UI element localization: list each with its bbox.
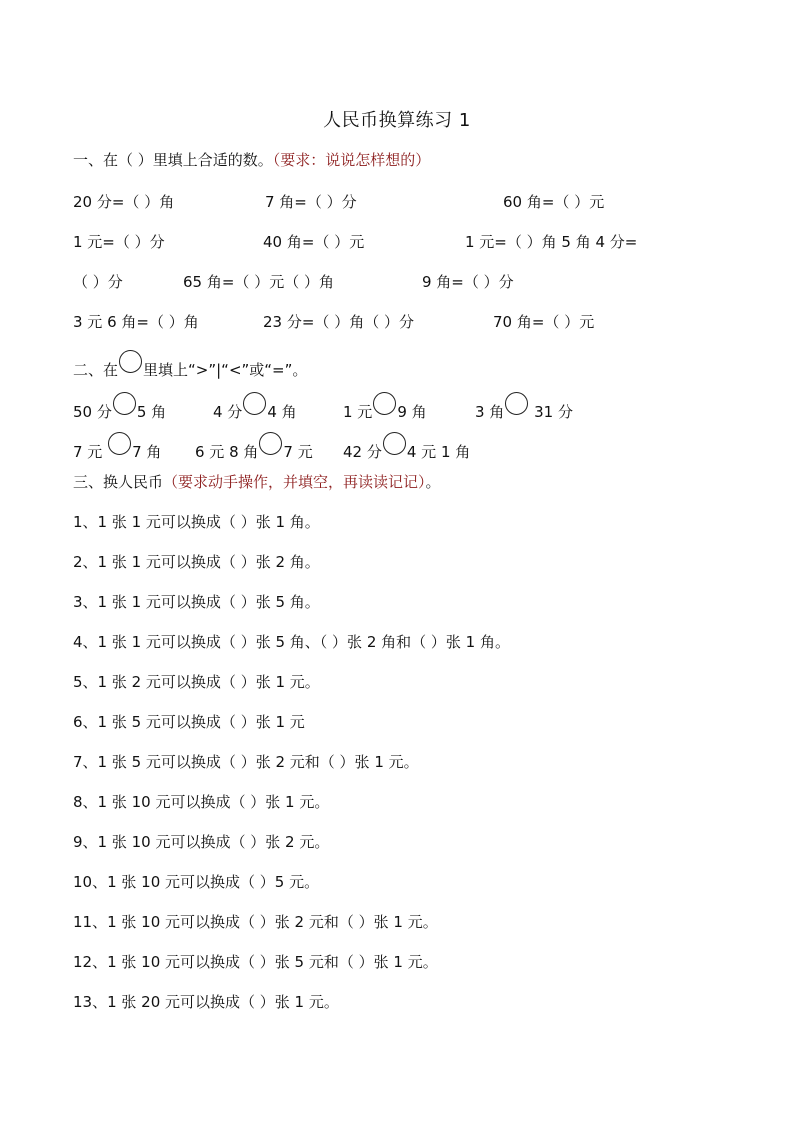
compare-right: 31 分 [534, 403, 573, 421]
s1-r4-c1: 3 元 6 角=（ ）角 [73, 313, 199, 331]
compare-left: 42 分 [343, 443, 382, 461]
exchange-item: 9、1 张 10 元可以换成（ ）张 2 元。 [73, 833, 330, 851]
answer-circle-icon [373, 392, 396, 415]
compare-right: 4 元 1 角 [406, 443, 471, 461]
exchange-item: 5、1 张 2 元可以换成（ ）张 1 元。 [73, 673, 320, 691]
s1-r1-c3: 60 角=（ ）元 [503, 193, 605, 211]
s1-row-4 [73, 312, 713, 332]
compare-circle-icon [119, 350, 142, 373]
exchange-item: 4、1 张 1 元可以换成（ ）张 5 角、（ ）张 2 角和（ ）张 1 角。 [73, 633, 510, 651]
answer-circle-icon [383, 432, 406, 455]
section2-heading [73, 350, 307, 380]
exchange-item: 6、1 张 5 元可以换成（ ）张 1 元 [73, 713, 305, 731]
compare-left: 6 元 8 角 [195, 443, 259, 461]
exchange-item: 11、1 张 10 元可以换成（ ）张 2 元和（ ）张 1 元。 [73, 913, 438, 931]
exchange-item: 2、1 张 1 元可以换成（ ）张 2 角。 [73, 553, 320, 571]
compare-left: 50 分 [73, 403, 112, 421]
compare-item [343, 432, 470, 462]
section2-heading-pre: 二、在 [73, 361, 119, 379]
answer-circle-icon [505, 392, 528, 415]
s2-row-1 [73, 392, 713, 421]
answer-circle-icon [243, 392, 266, 415]
s1-row-3 [73, 272, 713, 292]
compare-right: 7 角 [132, 443, 162, 461]
section1-note: （要求：说说怎样想的） [272, 151, 431, 169]
section2-heading-post: 里填上“>”|“<”或“=”。 [143, 361, 308, 379]
compare-item [73, 432, 161, 462]
answer-circle-icon [259, 432, 282, 455]
s1-row-2 [73, 232, 713, 252]
exchange-item: 12、1 张 10 元可以换成（ ）张 5 元和（ ）张 1 元。 [73, 953, 438, 971]
section3-note: （要求动手操作，并填空，再读读记记） [163, 473, 426, 491]
exchange-item: 10、1 张 10 元可以换成（ ）5 元。 [73, 873, 320, 891]
s1-r2-c3: 1 元=（ ）角 5 角 4 分= [465, 233, 638, 251]
exchange-item: 7、1 张 5 元可以换成（ ）张 2 元和（ ）张 1 元。 [73, 753, 419, 771]
compare-right: 5 角 [136, 403, 167, 421]
compare-right: 9 角 [397, 403, 427, 421]
s1-row-1 [73, 192, 713, 212]
compare-item [475, 392, 573, 422]
s1-r4-c2: 23 分=（ ）角（ ）分 [263, 313, 414, 331]
exchange-item: 8、1 张 10 元可以换成（ ）张 1 元。 [73, 793, 330, 811]
answer-circle-icon [108, 432, 131, 455]
compare-left: 4 分 [213, 403, 243, 421]
section3-heading [73, 472, 441, 492]
compare-item [73, 392, 166, 422]
exchange-item: 1、1 张 1 元可以换成（ ）张 1 角。 [73, 513, 320, 531]
s1-r2-c2: 40 角=（ ）元 [263, 233, 365, 251]
s2-row-2 [73, 432, 713, 461]
section1-heading-text: 一、在（ ）里填上合适的数。 [73, 151, 273, 169]
section3-tail: 。 [425, 473, 441, 491]
compare-item [195, 432, 313, 462]
answer-circle-icon [113, 392, 136, 415]
s1-r1-c2: 7 角=（ ）分 [265, 193, 357, 211]
compare-left: 1 元 [343, 403, 373, 421]
page-title: 人民币换算练习 1 [323, 110, 471, 131]
compare-item [343, 392, 427, 422]
s1-r3-c3: 9 角=（ ）分 [422, 273, 514, 291]
exchange-item: 13、1 张 20 元可以换成（ ）张 1 元。 [73, 993, 339, 1011]
section3-heading-text: 三、换人民币 [73, 473, 164, 491]
compare-right: 7 元 [283, 443, 313, 461]
s1-r3-c1: （ ）分 [73, 273, 123, 291]
section1-heading [73, 150, 430, 170]
s1-r4-c3: 70 角=（ ）元 [493, 313, 595, 331]
compare-right: 4 角 [267, 403, 297, 421]
compare-item [213, 392, 297, 422]
compare-left: 7 元 [73, 443, 103, 461]
s1-r3-c2: 65 角=（ ）元（ ）角 [183, 273, 334, 291]
s1-r2-c1: 1 元=（ ）分 [73, 233, 165, 251]
exchange-item: 3、1 张 1 元可以换成（ ）张 5 角。 [73, 593, 320, 611]
compare-left: 3 角 [475, 403, 505, 421]
s1-r1-c1: 20 分=（ ）角 [73, 193, 175, 211]
